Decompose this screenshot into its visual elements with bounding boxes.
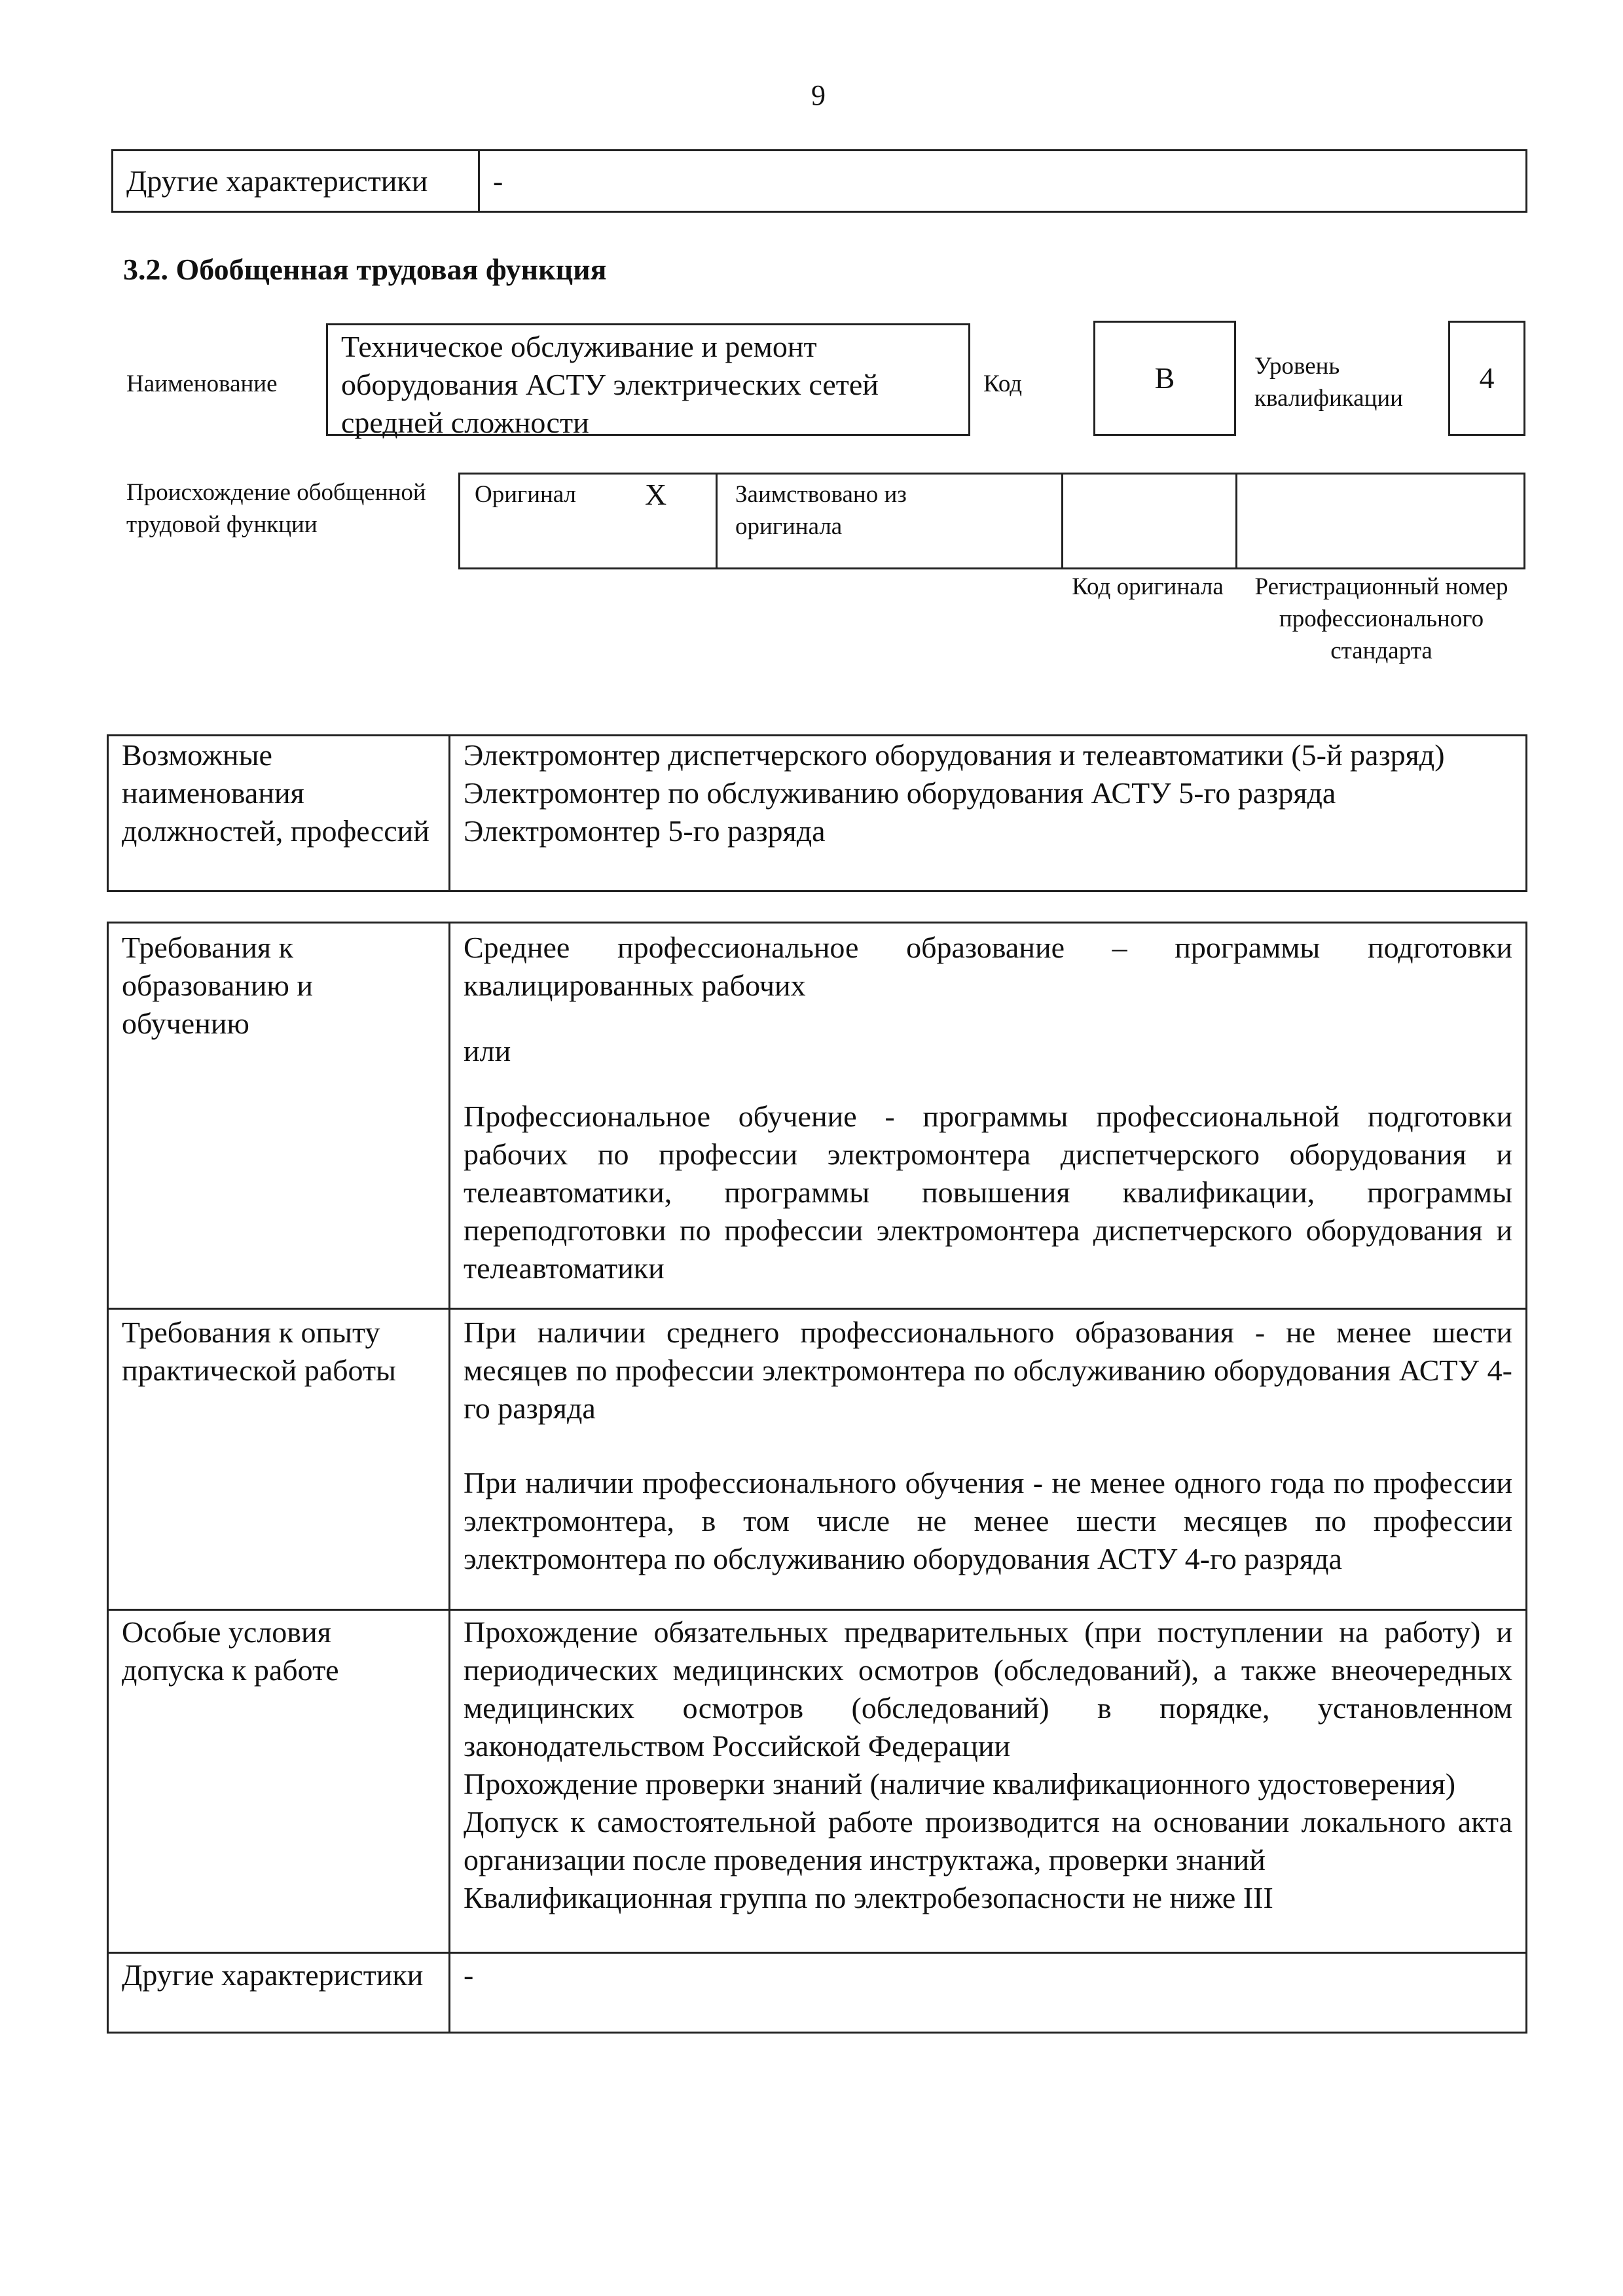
gtf-code-box bbox=[1093, 321, 1236, 436]
position-item: Электромонтер по обслуживанию оборудования АСТУ 5-го разряда bbox=[464, 776, 1336, 810]
origin-divider-2 bbox=[1061, 475, 1063, 567]
top-other-characteristics-table bbox=[111, 149, 1527, 213]
origin-code-caption: Код оригинала bbox=[1072, 573, 1224, 600]
education-paragraph: Профессиональное обучение - программы профессиональной подготовки рабочих по профессии электромонтера диспетчерского оборудования и телеавтоматики, программы повышения квалификации, программы переподготовки по профессии электромонтера диспетчерского оборудования и телеавтоматики bbox=[464, 1100, 1512, 1285]
origin-box bbox=[458, 473, 1525, 569]
special-conditions-content bbox=[450, 1610, 1527, 1953]
other-characteristics-label: Другие характеристики bbox=[108, 1953, 450, 2033]
special-conditions-paragraph: Допуск к самостоятельной работе производится на основании локального акта организации после проведения инструктажа, проверки знаний bbox=[464, 1805, 1512, 1876]
page-number: 9 bbox=[811, 79, 826, 111]
table-row bbox=[108, 923, 1527, 1309]
experience-paragraph: При наличии профессионального обучения - не менее одного года по профессии электромонтера, в том числе не менее шести месяцев по профессии электромонтера по обслуживанию оборудования АСТУ 4-го разряда bbox=[464, 1466, 1512, 1575]
table-row bbox=[108, 1309, 1527, 1610]
position-item: Электромонтер 5-го разряда bbox=[464, 814, 826, 848]
origin-original-mark: X bbox=[645, 478, 667, 511]
special-conditions-paragraph: Прохождение проверки знаний (наличие квалификационного удостоверения) bbox=[464, 1767, 1456, 1801]
origin-borrowed-label: Заимствовано из оригинала bbox=[735, 481, 907, 540]
special-conditions-paragraph: Квалификационная группа по электробезопасности не ниже III bbox=[464, 1881, 1273, 1914]
origin-label: Происхождение обобщенной трудовой функции bbox=[126, 479, 426, 538]
special-conditions-label: Особые условия допуска к работе bbox=[108, 1610, 450, 1953]
origin-divider-3 bbox=[1235, 475, 1237, 567]
requirements-table bbox=[107, 922, 1527, 2034]
education-content bbox=[450, 923, 1527, 1309]
gtf-code-value: В bbox=[1154, 361, 1175, 395]
experience-content bbox=[450, 1309, 1527, 1610]
gtf-code-label: Код bbox=[983, 370, 1023, 397]
position-item: Электромонтер диспетчерского оборудования и телеавтоматики (5-й разряд) bbox=[464, 738, 1445, 772]
gtf-level-box bbox=[1448, 321, 1525, 436]
experience-paragraph: При наличии среднего профессионального образования - не менее шести месяцев по профессии электромонтера по обслуживанию оборудования АСТУ 4-го разряда bbox=[464, 1316, 1512, 1425]
gtf-level-label: Уровень квалификации bbox=[1254, 353, 1403, 412]
education-paragraph: или bbox=[464, 1034, 511, 1067]
section-heading: 3.2. Обобщенная трудовая функция bbox=[123, 253, 607, 286]
special-conditions-paragraph: Прохождение обязательных предварительных (при поступлении на работу) и периодических медицинских осмотров (обследований), а также внеочередных медицинских осмотров (обследований) в порядке, установленном законодательством Российской Федерации bbox=[464, 1615, 1512, 1763]
origin-divider-1 bbox=[716, 475, 718, 567]
table-row bbox=[108, 1610, 1527, 1953]
top-other-characteristics-label: Другие характеристики bbox=[113, 151, 479, 212]
other-characteristics-value: - bbox=[450, 1953, 1527, 2033]
positions-label: Возможные наименования должностей, профессий bbox=[108, 736, 450, 891]
gtf-name-box bbox=[326, 323, 970, 439]
gtf-level-value: 4 bbox=[1479, 361, 1495, 395]
experience-label: Требования к опыту практической работы bbox=[108, 1309, 450, 1610]
table-row bbox=[108, 1953, 1527, 2033]
origin-original-label: Оригинал bbox=[475, 481, 577, 508]
gtf-name-label: Наименование bbox=[126, 370, 278, 397]
positions-table bbox=[107, 734, 1527, 892]
positions-list bbox=[450, 736, 1527, 891]
origin-reg-number-caption: Регистрационный номер профессионального стандарта bbox=[1254, 573, 1508, 664]
education-paragraph: Среднее профессиональное образование – программы подготовки квалицированных рабочих bbox=[464, 931, 1512, 1002]
education-label: Требования к образованию и обучению bbox=[108, 923, 450, 1309]
top-other-characteristics-value: - bbox=[479, 151, 1527, 212]
gtf-name-value: Техническое обслуживание и ремонт оборудования АСТУ электрических сетей средней сложности bbox=[341, 330, 879, 439]
